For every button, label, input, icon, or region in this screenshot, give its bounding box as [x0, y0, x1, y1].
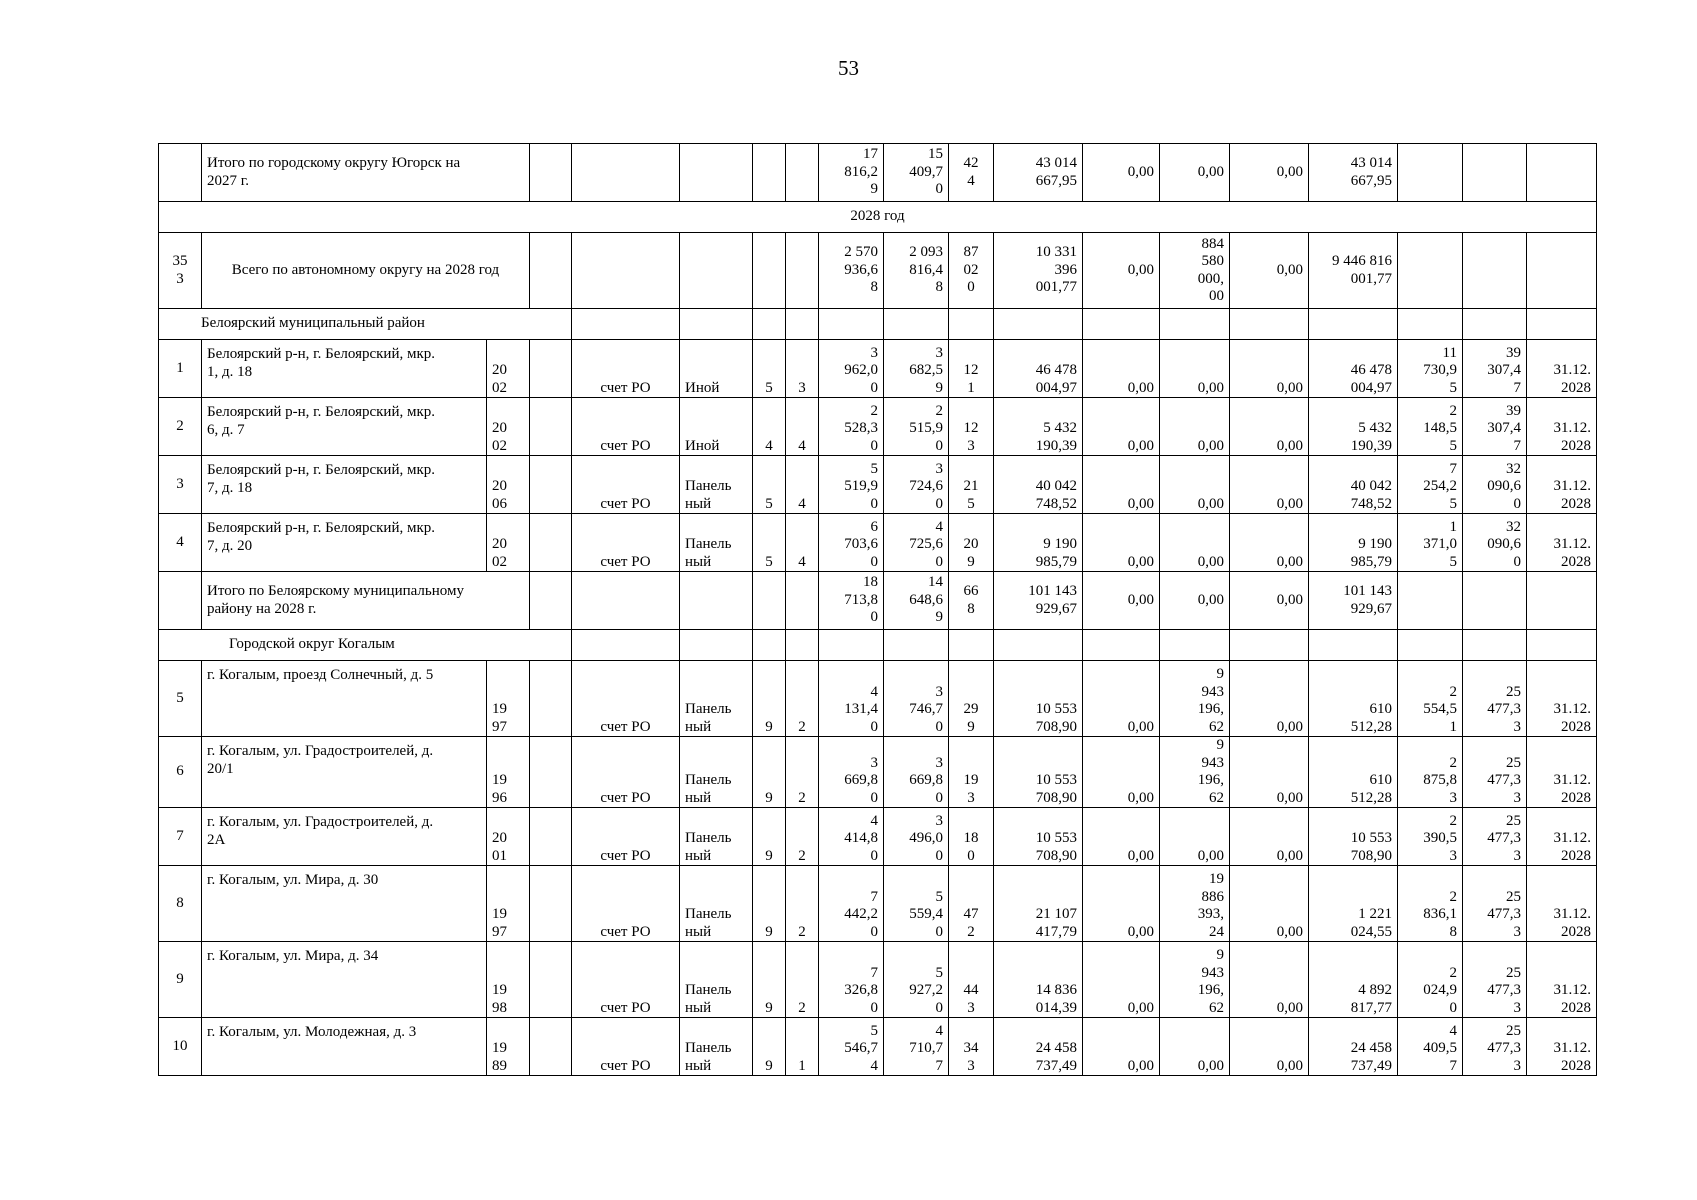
funding-cell: 0,00 [1230, 340, 1309, 398]
specific-cost-cell: 2 554,5 1 [1398, 661, 1463, 737]
year-cell: 19 97 [487, 661, 530, 737]
cost-cell: 14 836 014,39 [994, 942, 1083, 1018]
wall-material-cell: Панель ный [680, 737, 753, 808]
wall-material-cell: Иной [680, 398, 753, 456]
floors-cell: 9 [753, 1018, 786, 1076]
funding-cell: 0,00 [1160, 808, 1230, 866]
address-cell: г. Когалым, ул. Градостроителей, д. 20/1 [202, 737, 487, 808]
address-cell: г. Когалым, ул. Мира, д. 30 [202, 866, 487, 942]
residents-cell: 29 9 [949, 661, 994, 737]
owners-fund-cell: 40 042 748,52 [1309, 456, 1398, 514]
row-number: 9 [159, 942, 202, 1018]
living-area-cell: 3 746,7 0 [884, 661, 949, 737]
residents-cell: 21 5 [949, 456, 994, 514]
funding-cell: 0,00 [1230, 398, 1309, 456]
floors-cell: 5 [753, 456, 786, 514]
total-area-cell: 18 713,8 0 [819, 572, 884, 630]
total-area-cell: 17 816,2 9 [819, 144, 884, 202]
owners-fund-cell: 5 432 190,39 [1309, 398, 1398, 456]
total-area-cell: 4 131,4 0 [819, 661, 884, 737]
wall-material-cell: Панель ный [680, 514, 753, 572]
table-row [159, 737, 1597, 808]
table-row [159, 572, 1597, 630]
specific-cost-cell: 2 024,9 0 [1398, 942, 1463, 1018]
table-row [159, 808, 1597, 866]
funding-cell: 0,00 [1230, 233, 1309, 309]
year-header: 2028 год [159, 202, 1597, 233]
year-cell: 19 98 [487, 942, 530, 1018]
cost-cell: 10 331 396 001,77 [994, 233, 1083, 309]
wall-material-cell: Панель ный [680, 808, 753, 866]
total-area-cell: 7 326,8 0 [819, 942, 884, 1018]
total-area-cell: 5 546,7 4 [819, 1018, 884, 1076]
total-area-cell: 4 414,8 0 [819, 808, 884, 866]
cost-cell: 101 143 929,67 [994, 572, 1083, 630]
table-row [159, 456, 1597, 514]
funding-cell: 0,00 [1083, 514, 1160, 572]
cost-cell: 46 478 004,97 [994, 340, 1083, 398]
empty-cell [530, 514, 572, 572]
page-number: 53 [838, 56, 859, 80]
fund-method-cell: счет РО [572, 398, 680, 456]
funding-cell: 0,00 [1160, 572, 1230, 630]
owners-fund-cell: 43 014 667,95 [1309, 144, 1398, 202]
table-row [159, 233, 1597, 309]
funding-cell: 0,00 [1160, 456, 1230, 514]
funding-cell: 0,00 [1083, 233, 1160, 309]
residents-cell: 19 3 [949, 737, 994, 808]
funding-cell: 0,00 [1160, 514, 1230, 572]
address-cell: Белоярский р-н, г. Белоярский, мкр. 1, д. 18 [202, 340, 487, 398]
table-row [159, 514, 1597, 572]
kogalym-rows [159, 661, 1597, 1076]
table-row [159, 398, 1597, 456]
funding-cell: 884 580 000, 00 [1160, 233, 1230, 309]
funding-cell: 0,00 [1083, 1018, 1160, 1076]
cost-cell: 5 432 190,39 [994, 398, 1083, 456]
fund-method-cell: счет РО [572, 661, 680, 737]
specific-cost-cell: 1 371,0 5 [1398, 514, 1463, 572]
empty-cell [530, 942, 572, 1018]
living-area-cell: 4 710,7 7 [884, 1018, 949, 1076]
housing-repair-table [158, 143, 1597, 1076]
row-number: 3 [159, 456, 202, 514]
total-area-cell: 6 703,6 0 [819, 514, 884, 572]
floors-cell: 9 [753, 942, 786, 1018]
cost-cell: 10 553 708,90 [994, 808, 1083, 866]
owners-fund-cell: 1 221 024,55 [1309, 866, 1398, 942]
max-cost-cell: 25 477,3 3 [1463, 661, 1527, 737]
specific-cost-cell: 2 836,1 8 [1398, 866, 1463, 942]
year-cell: 19 96 [487, 737, 530, 808]
owners-fund-cell: 10 553 708,90 [1309, 808, 1398, 866]
funding-cell: 0,00 [1160, 398, 1230, 456]
funding-cell: 9 943 196, 62 [1160, 942, 1230, 1018]
fund-method-cell: счет РО [572, 514, 680, 572]
max-cost-cell: 25 477,3 3 [1463, 866, 1527, 942]
residents-cell: 12 1 [949, 340, 994, 398]
funding-cell: 0,00 [1083, 808, 1160, 866]
owners-fund-cell: 9 446 816 001,77 [1309, 233, 1398, 309]
funding-cell: 0,00 [1083, 942, 1160, 1018]
total-area-cell: 5 519,9 0 [819, 456, 884, 514]
section-header-row [159, 630, 1597, 661]
table-row [159, 661, 1597, 737]
funding-cell: 0,00 [1230, 737, 1309, 808]
floors-cell: 4 [753, 398, 786, 456]
owners-fund-cell: 101 143 929,67 [1309, 572, 1398, 630]
residents-cell: 12 3 [949, 398, 994, 456]
floors-cell: 5 [753, 340, 786, 398]
specific-cost-cell: 7 254,2 5 [1398, 456, 1463, 514]
total-area-cell: 2 570 936,6 8 [819, 233, 884, 309]
residents-cell: 44 3 [949, 942, 994, 1018]
empty-cell [530, 808, 572, 866]
wall-material-cell: Панель ный [680, 866, 753, 942]
deadline-cell: 31.12. 2028 [1527, 1018, 1597, 1076]
max-cost-cell: 39 307,4 7 [1463, 340, 1527, 398]
address-cell: Белоярский р-н, г. Белоярский, мкр. 7, д. 20 [202, 514, 487, 572]
total-area-cell: 3 962,0 0 [819, 340, 884, 398]
living-area-cell: 2 093 816,4 8 [884, 233, 949, 309]
deadline-cell: 31.12. 2028 [1527, 661, 1597, 737]
cost-cell: 10 553 708,90 [994, 661, 1083, 737]
empty-cell [530, 340, 572, 398]
max-cost-cell: 25 477,3 3 [1463, 942, 1527, 1018]
year-cell: 19 89 [487, 1018, 530, 1076]
residents-cell: 20 9 [949, 514, 994, 572]
specific-cost-cell: 2 390,5 3 [1398, 808, 1463, 866]
empty-cell [530, 1018, 572, 1076]
total-area-cell: 7 442,2 0 [819, 866, 884, 942]
living-area-cell: 3 669,8 0 [884, 737, 949, 808]
max-cost-cell: 39 307,4 7 [1463, 398, 1527, 456]
deadline-cell: 31.12. 2028 [1527, 808, 1597, 866]
entrances-cell: 2 [786, 866, 819, 942]
wall-material-cell: Панель ный [680, 942, 753, 1018]
deadline-cell: 31.12. 2028 [1527, 456, 1597, 514]
floors-cell: 9 [753, 808, 786, 866]
living-area-cell: 3 682,5 9 [884, 340, 949, 398]
year-cell: 20 06 [487, 456, 530, 514]
floors-cell: 5 [753, 514, 786, 572]
entrances-cell: 3 [786, 340, 819, 398]
wall-material-cell: Иной [680, 340, 753, 398]
owners-fund-cell: 9 190 985,79 [1309, 514, 1398, 572]
fund-method-cell: счет РО [572, 737, 680, 808]
address-cell: г. Когалым, ул. Молодежная, д. 3 [202, 1018, 487, 1076]
address-cell: Белоярский р-н, г. Белоярский, мкр. 7, д. 18 [202, 456, 487, 514]
entrances-cell: 2 [786, 661, 819, 737]
year-cell: 20 02 [487, 340, 530, 398]
row-label: Всего по автономному округу на 2028 год [202, 233, 530, 309]
address-cell: г. Когалым, ул. Градостроителей, д. 2А [202, 808, 487, 866]
funding-cell: 9 943 196, 62 [1160, 661, 1230, 737]
empty-cell [530, 866, 572, 942]
specific-cost-cell: 2 875,8 3 [1398, 737, 1463, 808]
living-area-cell: 3 724,6 0 [884, 456, 949, 514]
living-area-cell: 5 559,4 0 [884, 866, 949, 942]
deadline-cell: 31.12. 2028 [1527, 866, 1597, 942]
table-row [159, 144, 1597, 202]
residents-cell: 66 8 [949, 572, 994, 630]
residents-cell: 34 3 [949, 1018, 994, 1076]
residents-cell: 47 2 [949, 866, 994, 942]
max-cost-cell: 25 477,3 3 [1463, 808, 1527, 866]
section-title: Белоярский муниципальный район [159, 309, 572, 340]
living-area-cell: 14 648,6 9 [884, 572, 949, 630]
fund-method-cell: счет РО [572, 808, 680, 866]
table-row [159, 340, 1597, 398]
max-cost-cell: 25 477,3 3 [1463, 1018, 1527, 1076]
address-cell: Белоярский р-н, г. Белоярский, мкр. 6, д. 7 [202, 398, 487, 456]
entrances-cell: 4 [786, 456, 819, 514]
row-number: 10 [159, 1018, 202, 1076]
funding-cell: 0,00 [1083, 661, 1160, 737]
funding-cell: 0,00 [1230, 514, 1309, 572]
fund-method-cell: счет РО [572, 942, 680, 1018]
funding-cell: 0,00 [1083, 144, 1160, 202]
total-area-cell: 2 528,3 0 [819, 398, 884, 456]
owners-fund-cell: 610 512,28 [1309, 661, 1398, 737]
empty-cell [530, 456, 572, 514]
fund-method-cell: счет РО [572, 456, 680, 514]
wall-material-cell: Панель ный [680, 1018, 753, 1076]
cost-cell: 24 458 737,49 [994, 1018, 1083, 1076]
table-row [159, 1018, 1597, 1076]
funding-cell: 9 943 196, 62 [1160, 737, 1230, 808]
entrances-cell: 4 [786, 398, 819, 456]
deadline-cell: 31.12. 2028 [1527, 514, 1597, 572]
table-row [159, 942, 1597, 1018]
residents-cell: 87 02 0 [949, 233, 994, 309]
funding-cell: 0,00 [1230, 144, 1309, 202]
cost-cell: 10 553 708,90 [994, 737, 1083, 808]
specific-cost-cell: 2 148,5 5 [1398, 398, 1463, 456]
row-number: 5 [159, 661, 202, 737]
funding-cell: 0,00 [1160, 340, 1230, 398]
living-area-cell: 4 725,6 0 [884, 514, 949, 572]
section-title: Городской округ Когалым [159, 630, 572, 661]
deadline-cell: 31.12. 2028 [1527, 398, 1597, 456]
row-number: 35 3 [159, 233, 202, 309]
residents-cell: 18 0 [949, 808, 994, 866]
fund-method-cell: счет РО [572, 1018, 680, 1076]
row-number: 4 [159, 514, 202, 572]
row-label: Итого по Белоярскому муниципальному району на 2028 г. [202, 572, 530, 630]
owners-fund-cell: 4 892 817,77 [1309, 942, 1398, 1018]
living-area-cell: 3 496,0 0 [884, 808, 949, 866]
year-cell: 20 01 [487, 808, 530, 866]
row-number: 2 [159, 398, 202, 456]
entrances-cell: 1 [786, 1018, 819, 1076]
funding-cell: 0,00 [1230, 661, 1309, 737]
cost-cell: 40 042 748,52 [994, 456, 1083, 514]
funding-cell: 0,00 [1160, 144, 1230, 202]
funding-cell: 0,00 [1083, 398, 1160, 456]
entrances-cell: 2 [786, 737, 819, 808]
living-area-cell: 2 515,9 0 [884, 398, 949, 456]
year-header-row [159, 202, 1597, 233]
funding-cell: 0,00 [1083, 737, 1160, 808]
funding-cell: 0,00 [1230, 808, 1309, 866]
deadline-cell: 31.12. 2028 [1527, 942, 1597, 1018]
fund-method-cell: счет РО [572, 866, 680, 942]
fund-method-cell: счет РО [572, 340, 680, 398]
funding-cell: 19 886 393, 24 [1160, 866, 1230, 942]
funding-cell: 0,00 [1230, 942, 1309, 1018]
funding-cell: 0,00 [1160, 1018, 1230, 1076]
floors-cell: 9 [753, 866, 786, 942]
cost-cell: 9 190 985,79 [994, 514, 1083, 572]
owners-fund-cell: 610 512,28 [1309, 737, 1398, 808]
table-row [159, 866, 1597, 942]
cost-cell: 21 107 417,79 [994, 866, 1083, 942]
section-header-row [159, 309, 1597, 340]
year-cell: 20 02 [487, 514, 530, 572]
cost-cell: 43 014 667,95 [994, 144, 1083, 202]
funding-cell: 0,00 [1230, 456, 1309, 514]
entrances-cell: 4 [786, 514, 819, 572]
row-label: Итого по городскому округу Югорск на 2027 г. [202, 144, 530, 202]
max-cost-cell: 25 477,3 3 [1463, 737, 1527, 808]
living-area-cell: 5 927,2 0 [884, 942, 949, 1018]
beloyarsky-rows [159, 340, 1597, 572]
living-area-cell: 15 409,7 0 [884, 144, 949, 202]
deadline-cell: 31.12. 2028 [1527, 340, 1597, 398]
funding-cell: 0,00 [1230, 572, 1309, 630]
entrances-cell: 2 [786, 808, 819, 866]
specific-cost-cell: 11 730,9 5 [1398, 340, 1463, 398]
wall-material-cell: Панель ный [680, 456, 753, 514]
funding-cell: 0,00 [1083, 340, 1160, 398]
row-number: 6 [159, 737, 202, 808]
entrances-cell: 2 [786, 942, 819, 1018]
year-cell: 19 97 [487, 866, 530, 942]
funding-cell: 0,00 [1083, 456, 1160, 514]
owners-fund-cell: 24 458 737,49 [1309, 1018, 1398, 1076]
floors-cell: 9 [753, 737, 786, 808]
row-number: 7 [159, 808, 202, 866]
residents-cell: 42 4 [949, 144, 994, 202]
funding-cell: 0,00 [1230, 1018, 1309, 1076]
empty-cell [530, 737, 572, 808]
wall-material-cell: Панель ный [680, 661, 753, 737]
max-cost-cell: 32 090,6 0 [1463, 456, 1527, 514]
address-cell: г. Когалым, проезд Солнечный, д. 5 [202, 661, 487, 737]
floors-cell: 9 [753, 661, 786, 737]
empty-cell [530, 398, 572, 456]
year-cell: 20 02 [487, 398, 530, 456]
row-number: 8 [159, 866, 202, 942]
address-cell: г. Когалым, ул. Мира, д. 34 [202, 942, 487, 1018]
total-area-cell: 3 669,8 0 [819, 737, 884, 808]
row-number: 1 [159, 340, 202, 398]
funding-cell: 0,00 [1083, 866, 1160, 942]
specific-cost-cell: 4 409,5 7 [1398, 1018, 1463, 1076]
funding-cell: 0,00 [1083, 572, 1160, 630]
empty-cell [530, 661, 572, 737]
funding-cell: 0,00 [1230, 866, 1309, 942]
owners-fund-cell: 46 478 004,97 [1309, 340, 1398, 398]
deadline-cell: 31.12. 2028 [1527, 737, 1597, 808]
max-cost-cell: 32 090,6 0 [1463, 514, 1527, 572]
